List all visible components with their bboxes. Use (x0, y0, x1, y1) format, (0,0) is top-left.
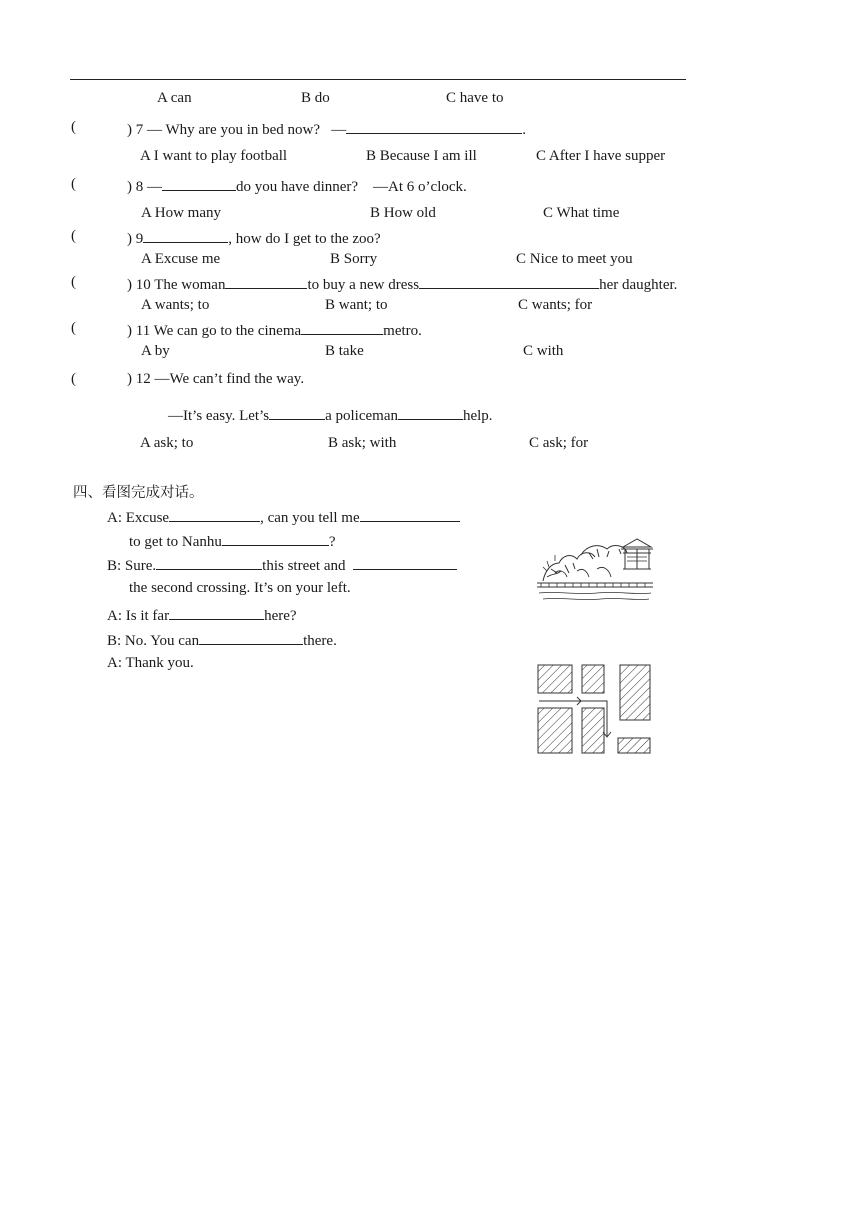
question-12: ) 12 —We can’t find the way. (127, 371, 305, 387)
option-c: C wants; for (518, 297, 593, 313)
answer-paren: ( (71, 119, 76, 135)
option-a: A can (157, 90, 192, 106)
question-8: ) 8 — do you have dinner? —At 6 o’clock. (127, 176, 467, 196)
answer-blank[interactable] (225, 274, 307, 289)
question-9: ) 9 , how do I get to the zoo? (127, 228, 381, 248)
answer-blank[interactable] (169, 507, 260, 522)
option-a: A by (141, 343, 170, 359)
option-c: C Nice to meet you (516, 251, 633, 267)
answer-blank[interactable] (398, 405, 463, 420)
option-c: C ask; for (529, 435, 589, 451)
option-c: C with (523, 343, 564, 359)
answer-blank[interactable] (301, 320, 383, 335)
answer-blank[interactable] (269, 405, 325, 420)
dialogue-line: A: Excuse , can you tell me (107, 507, 460, 527)
answer-paren: ( (71, 320, 76, 336)
dialogue-line: A: Is it far here? (107, 605, 297, 625)
answer-paren: ( (71, 228, 76, 244)
option-a: A wants; to (141, 297, 210, 313)
answer-blank[interactable] (169, 605, 264, 620)
dialogue-line: A: Thank you. (107, 655, 194, 671)
option-a: A I want to play football (140, 148, 288, 164)
section-heading: 四、看图完成对话。 (73, 485, 204, 501)
question-12-reply: —It’s easy. Let’s a policeman help. (168, 405, 493, 425)
question-10: ) 10 The woman to buy a new dress her daughter. (127, 274, 677, 294)
option-a: A Excuse me (141, 251, 221, 267)
dialogue-line: the second crossing. It’s on your left. (129, 580, 351, 596)
street-map-image (537, 664, 651, 754)
option-b: B How old (370, 205, 436, 221)
answer-paren: ( (71, 371, 76, 387)
dialogue-line: B: No. You can there. (107, 630, 337, 650)
answer-paren: ( (71, 176, 76, 192)
option-c: C After I have supper (536, 148, 666, 164)
answer-blank[interactable] (360, 507, 460, 522)
answer-blank[interactable] (143, 228, 228, 243)
answer-blank[interactable] (156, 555, 262, 570)
option-c: C have to (446, 90, 504, 106)
answer-paren: ( (71, 274, 76, 290)
option-b: B do (301, 90, 330, 106)
answer-blank[interactable] (419, 274, 599, 289)
dialogue-line: B: Sure. this street and (107, 555, 457, 575)
answer-blank[interactable] (346, 119, 522, 134)
option-b: B Because I am ill (366, 148, 477, 164)
dialogue-line: to get to Nanhu ? (129, 531, 336, 551)
question-7: ) 7 — Why are you in bed now? — . (127, 119, 526, 139)
answer-blank[interactable] (199, 630, 303, 645)
option-a: A How many (141, 205, 221, 221)
answer-blank[interactable] (222, 531, 329, 546)
question-11: ) 11 We can go to the cinema metro. (127, 320, 422, 340)
option-b: B want; to (325, 297, 388, 313)
answer-blank[interactable] (353, 555, 457, 570)
option-c: C What time (543, 205, 620, 221)
option-a: A ask; to (140, 435, 194, 451)
park-pavilion-image (537, 533, 653, 605)
option-b: B take (325, 343, 364, 359)
option-b: B ask; with (328, 435, 397, 451)
option-b: B Sorry (330, 251, 378, 267)
answer-blank[interactable] (162, 176, 236, 191)
top-rule (70, 79, 686, 80)
